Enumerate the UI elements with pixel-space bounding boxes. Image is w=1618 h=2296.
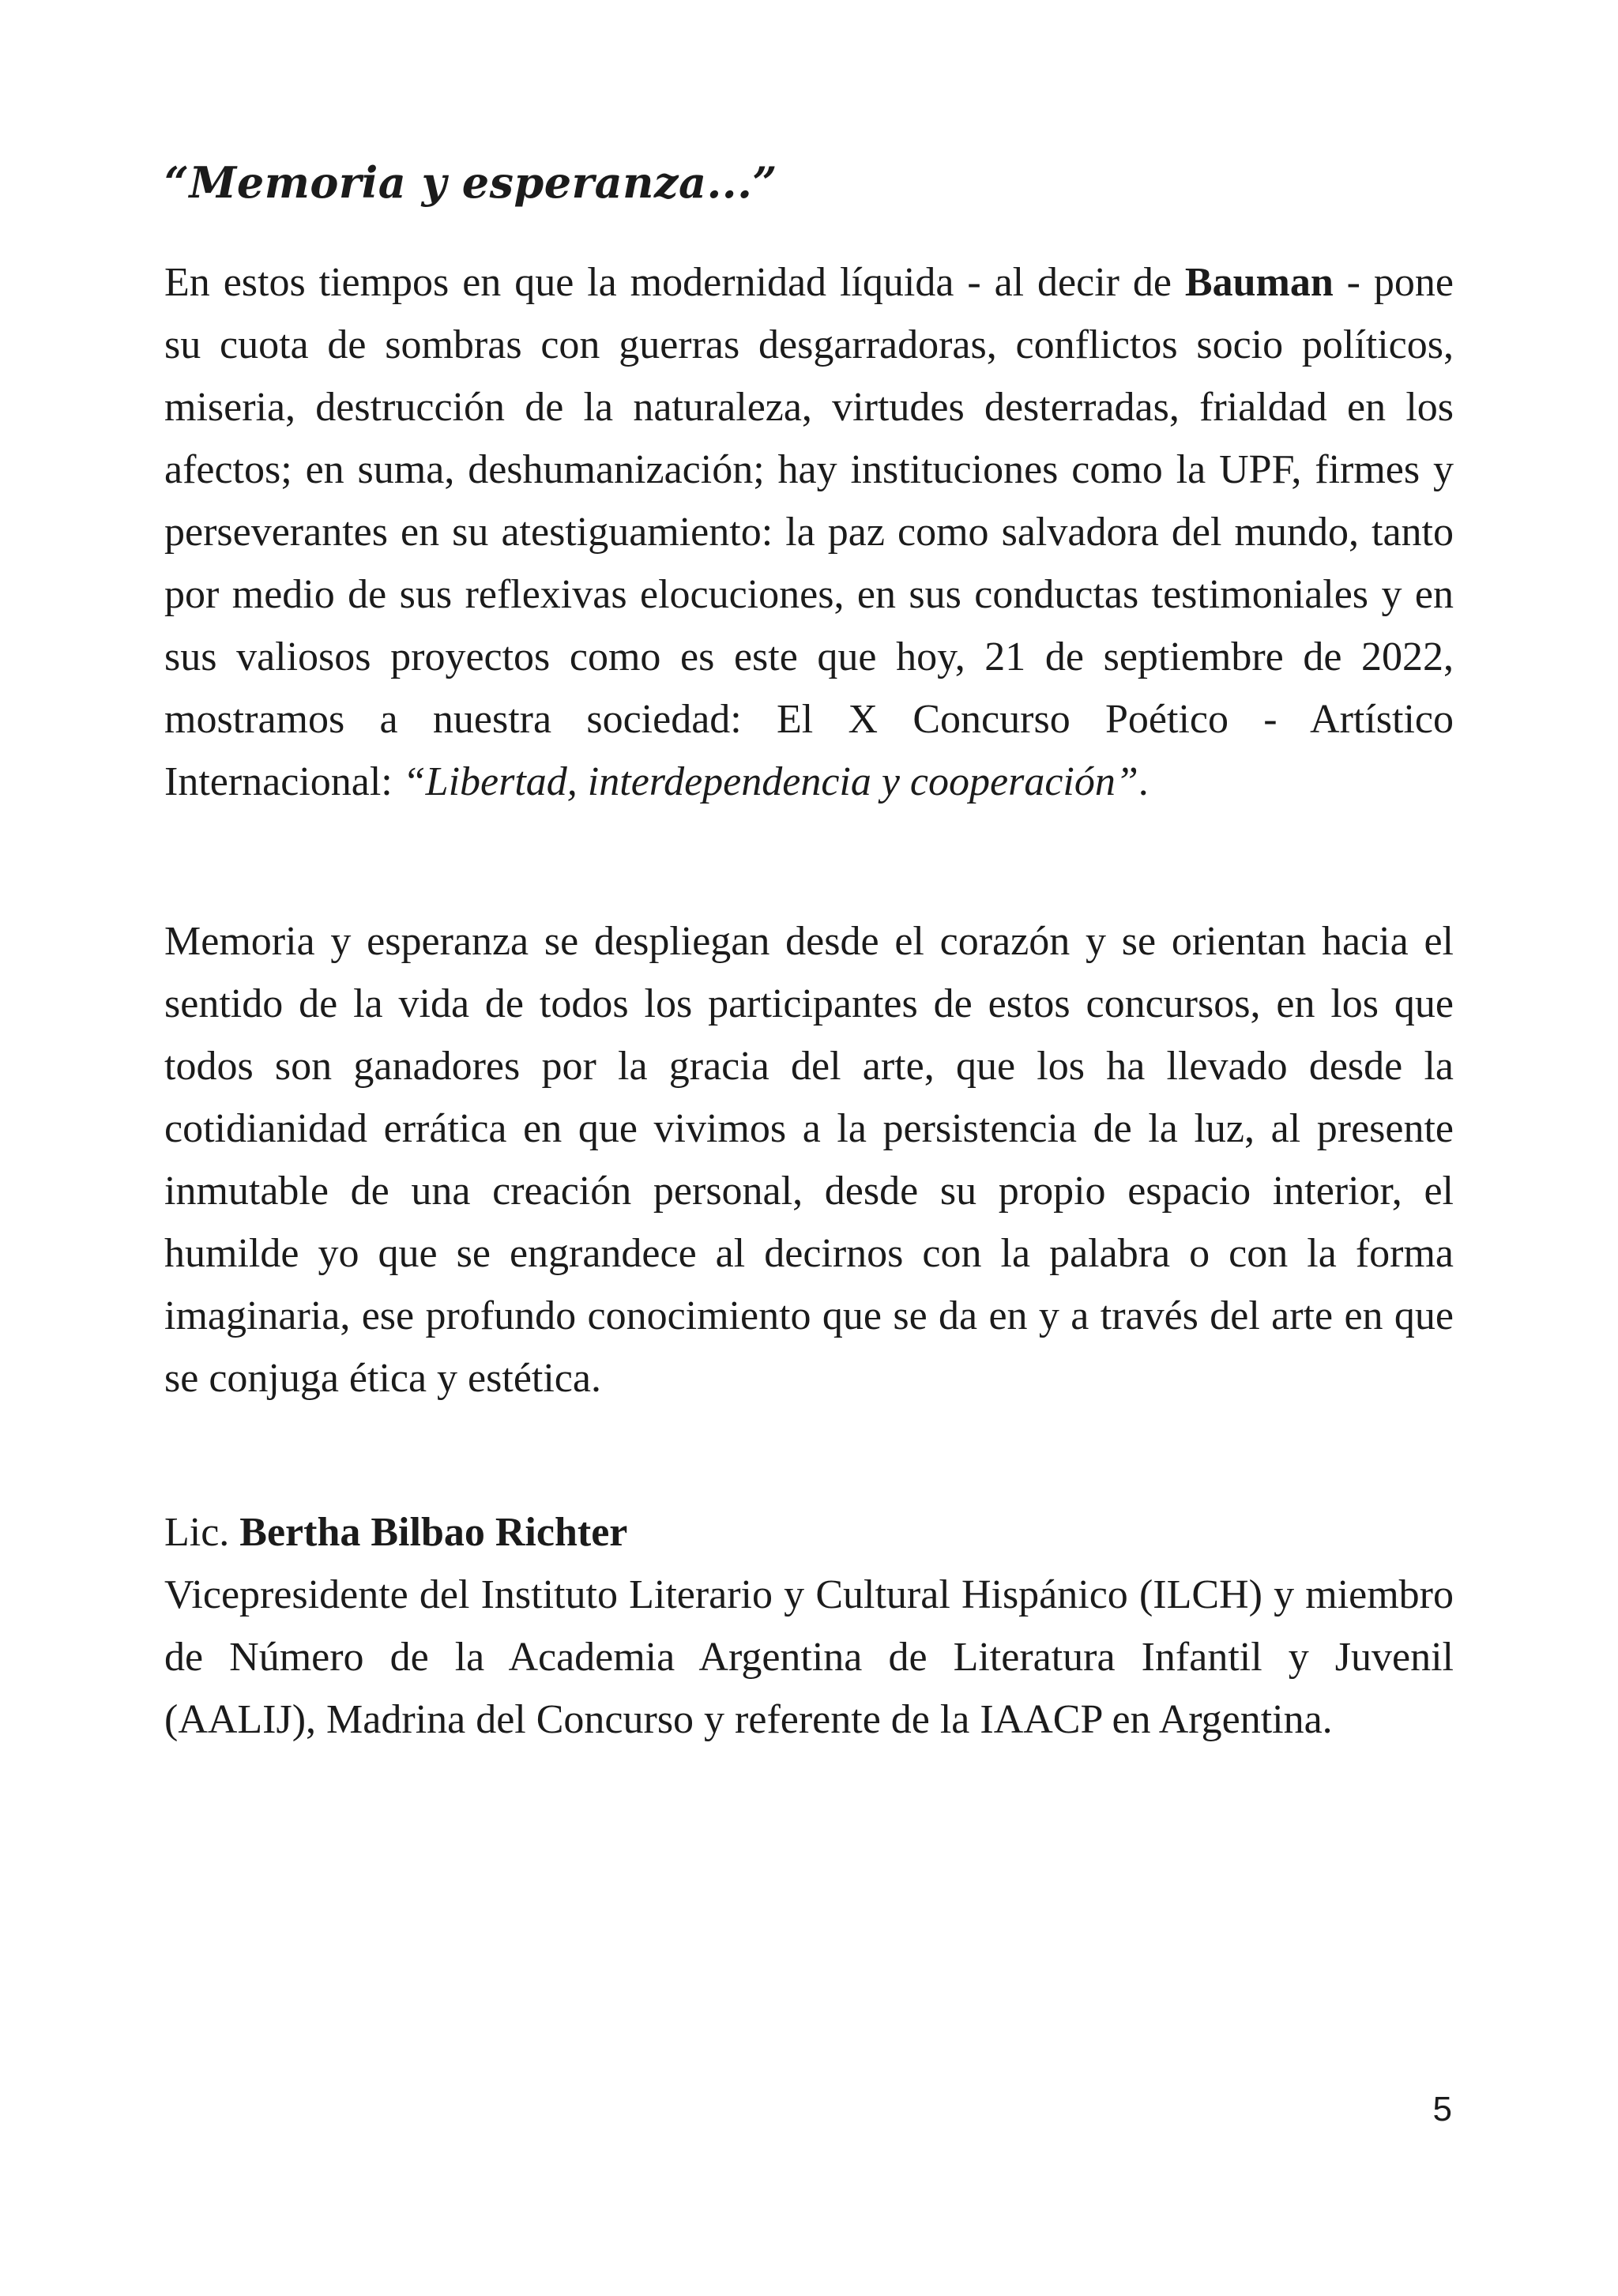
author-reference-bauman: Bauman	[1184, 260, 1334, 305]
signature-block	[164, 1501, 1454, 1751]
paragraph-intro-text-b: - pone su cuota de sombras con guerras desgarradoras, conflictos socio políticos, miseria, destrucción de la naturaleza, virtudes desterradas, frialdad en los afectos; en suma, deshumanización; hay instituciones como la UPF, firmes y perseverantes en su atestiguamiento: la paz como salvadora del mundo, tanto por medio de sus reflexivas elocuciones, en sus conductas testimoniales y en sus valiosos proyectos como es este que hoy, 21 de septiembre de 2022, mostramos a nuestra sociedad: El X Concurso Poético - Artístico Internacional:	[164, 260, 1454, 804]
contest-motto: “Libertad, interdependencia y cooperación”	[402, 759, 1138, 804]
signature-line	[164, 1501, 1454, 1564]
paragraph-intro-text-a: En estos tiempos en que la modernidad líquida - al decir de	[164, 260, 1185, 305]
signature-prefix: Lic.	[164, 1510, 240, 1555]
signature-name: Bertha Bilbao Richter	[239, 1510, 628, 1555]
paragraph-intro-text-c: .	[1138, 759, 1149, 804]
signature-role: Vicepresidente del Instituto Literario y Cultural Hispánico (ILCH) y miembro de Número de la Academia Argentina de Literatura Infantil y Juvenil (AALIJ), Madrina del Concurso y referente de la IAACP en Argentina.	[164, 1572, 1454, 1742]
paragraph-memory-hope: Memoria y esperanza se despliegan desde el corazón y se orientan hacia el sentido de la vida de todos los participantes de estos concursos, en los que todos son ganadores por la gracia del arte, que los ha llevado desde la cotidianidad errática en que vivimos a la persistencia de la luz, al presente inmutable de una creación personal, desde su propio espacio interior, el humilde yo que se engrandece al decirnos con la palabra o con la forma imaginaria, ese profundo conocimiento que se da en y a través del arte en que se conjuga ética y estética.	[164, 919, 1454, 1401]
paragraph-intro	[164, 251, 1454, 813]
page-number: 5	[1432, 2090, 1452, 2129]
document-title: “Memoria y esperanza...”	[164, 157, 777, 208]
